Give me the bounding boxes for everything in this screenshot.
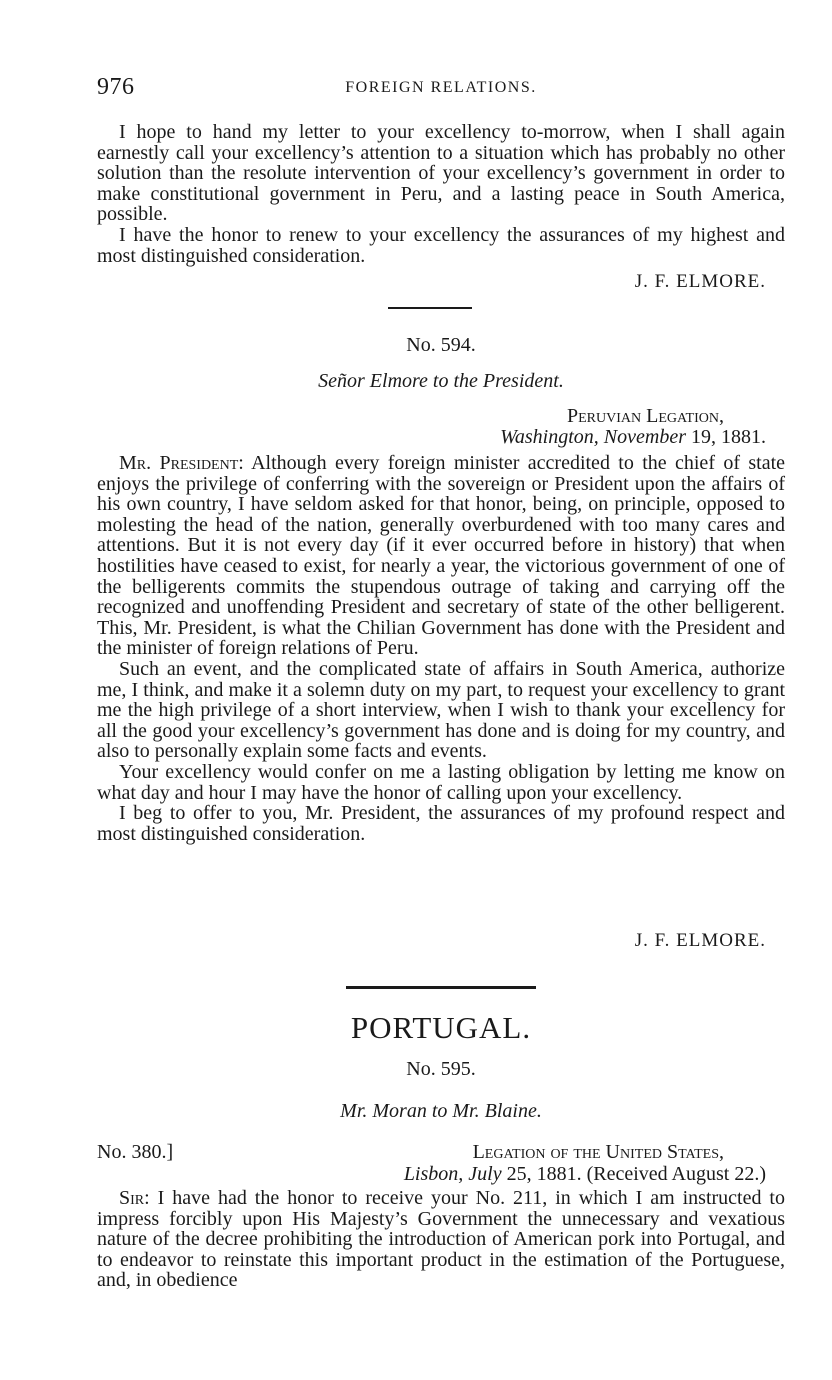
signature: J. F. ELMORE. — [634, 271, 766, 292]
letter-continuation — [97, 122, 785, 266]
section-title: PORTUGAL. — [350, 1010, 532, 1045]
document-number: No. 594. — [406, 334, 476, 356]
dateline-day-year: 25, 1881. — [506, 1163, 582, 1185]
document-number: No. 595. — [406, 1058, 476, 1080]
paragraph: Such an event, and the complicated state of affairs in South America, authorize me, I think, and make it a solemn duty on my part, to request your excellency to grant me the high privilege of a short interview, when I wish to thank your excellency for all the good your excellency’s government has done and is doing for my country, and also to personally explain some facts and events. — [97, 657, 785, 763]
paragraph: I hope to hand my letter to your excellency to-morrow, when I shall again earnestly call your excellency’s attention to a situation which has probably no other solution than the resolute intervention of your excellency’s government in order to make constitutional government in Peru, and a lasting peace in South America, possible. — [97, 121, 785, 226]
dateline-place: Washington, — [500, 426, 599, 448]
dateline-month: July — [468, 1163, 502, 1185]
divider — [388, 307, 472, 309]
document-title: Mr. Moran to Mr. Blaine. — [340, 1100, 542, 1122]
dateline — [404, 1163, 766, 1186]
letter-body — [97, 1188, 785, 1291]
paragraph-text: : Although every foreign minister accredited to the chief of state enjoys the privilege of conferring with the sovereign or President upon the affairs of his own country, I have seldom asked for that honor, being, on principle, opposed to molesting the head of the nation, generally overburdened with too many cares and attentions. But it is not every day (if it ever occurred before in history) that when hostilities have ceased to exist, for nearly a year, the victorious government of one of the belligerents commits the stupendous outrage of taking and carrying off the recognized and unoffending President and secretary of state of the other belligerent. This, Mr. President, is what the Chilian Government has done with the President and the minister of foreign relations of Peru. — [97, 452, 785, 660]
signature: J. F. ELMORE. — [634, 930, 766, 951]
salutation: Sir — [119, 1187, 145, 1209]
salutation: Mr. President — [119, 452, 239, 474]
paragraph: I beg to offer to you, Mr. President, the assurances of my profound respect and most distinguished consideration. — [97, 802, 785, 845]
page-header — [97, 74, 785, 104]
despatch-number: No. 380.] — [97, 1141, 174, 1163]
section-divider — [346, 986, 536, 989]
running-head: FOREIGN RELATIONS. — [345, 79, 537, 96]
dateline-month: November — [603, 426, 686, 448]
legation-heading: Peruvian Legation, — [567, 405, 724, 427]
dateline — [500, 426, 766, 449]
paragraph — [97, 1188, 785, 1291]
letter-body — [97, 453, 785, 844]
paragraph — [97, 453, 785, 659]
received-note: (Received August 22.) — [586, 1163, 766, 1185]
paragraph-text: : I have had the honor to receive your No. 211, in which I am instructed to impress forcibly upon His Majesty’s Government the unnecessary and vexatious nature of the decree prohibiting the introduction of American pork into Portugal, and to endeavor to reinstate this important product in the estimation of the Portuguese, and, in obedience — [97, 1187, 785, 1292]
paragraph: I have the honor to renew to your excellency the assurances of my highest and most distinguished consideration. — [97, 223, 785, 267]
paragraph: Your excellency would confer on me a lasting obligation by letting me know on what day and hour I may have the honor of calling upon your excellency. — [97, 760, 785, 804]
document-title: Señor Elmore to the President. — [318, 370, 564, 392]
page-number: 976 — [97, 74, 135, 100]
dateline-day-year: 19, 1881. — [691, 426, 766, 448]
dateline-place: Lisbon, — [403, 1163, 464, 1185]
legation-heading: Legation of the United States, — [472, 1141, 724, 1163]
